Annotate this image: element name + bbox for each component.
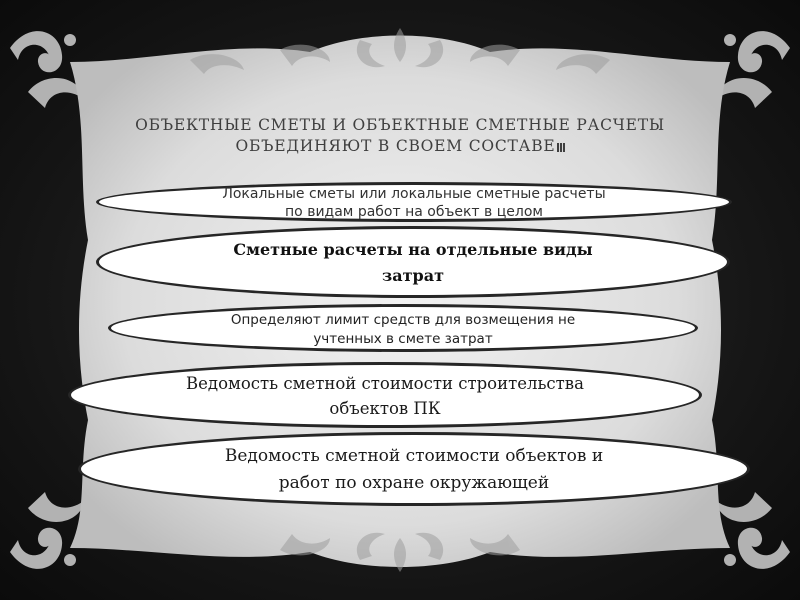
bullet-marker-icon	[557, 143, 565, 152]
oval-item-funds-limit	[108, 304, 698, 352]
oval-item-line2: учтенных в смете затрат	[313, 331, 493, 347]
slide-title	[95, 115, 705, 157]
oval-item-line1: Ведомость сметной стоимости строительства	[186, 374, 584, 393]
oval-item-line2: по видам работ на объект в целом	[285, 204, 543, 220]
ornament-bottom-right-icon	[715, 492, 790, 569]
ornament-bottom-left-icon	[10, 492, 85, 569]
oval-item-environment-statement	[78, 432, 750, 506]
oval-item-line1: Сметные расчеты на отдельные виды	[233, 240, 593, 259]
oval-item-line1: Ведомость сметной стоимости объектов и	[224, 446, 604, 466]
oval-item-local-estimates	[96, 182, 732, 222]
oval-item-line2: объектов ПК	[329, 399, 441, 418]
oval-item-construction-statement	[68, 362, 702, 428]
oval-item-line1: Локальные сметы или локальные сметные расчеты	[222, 186, 606, 202]
oval-item-line1: Определяют лимит средств для возмещения не	[230, 312, 576, 328]
oval-item-line2: работ по охране окружающей	[278, 473, 550, 493]
oval-item-line2: затрат	[382, 266, 444, 285]
slide-title-line1: ОБЪЕКТНЫЕ СМЕТЫ И ОБЪЕКТНЫЕ СМЕТНЫЕ РАСЧЕТЫ	[135, 116, 665, 134]
slide-title-line2: ОБЪЕДИНЯЮТ В СВОЕМ СОСТАВЕ	[235, 137, 556, 155]
oval-item-estimated-costs	[96, 226, 730, 298]
